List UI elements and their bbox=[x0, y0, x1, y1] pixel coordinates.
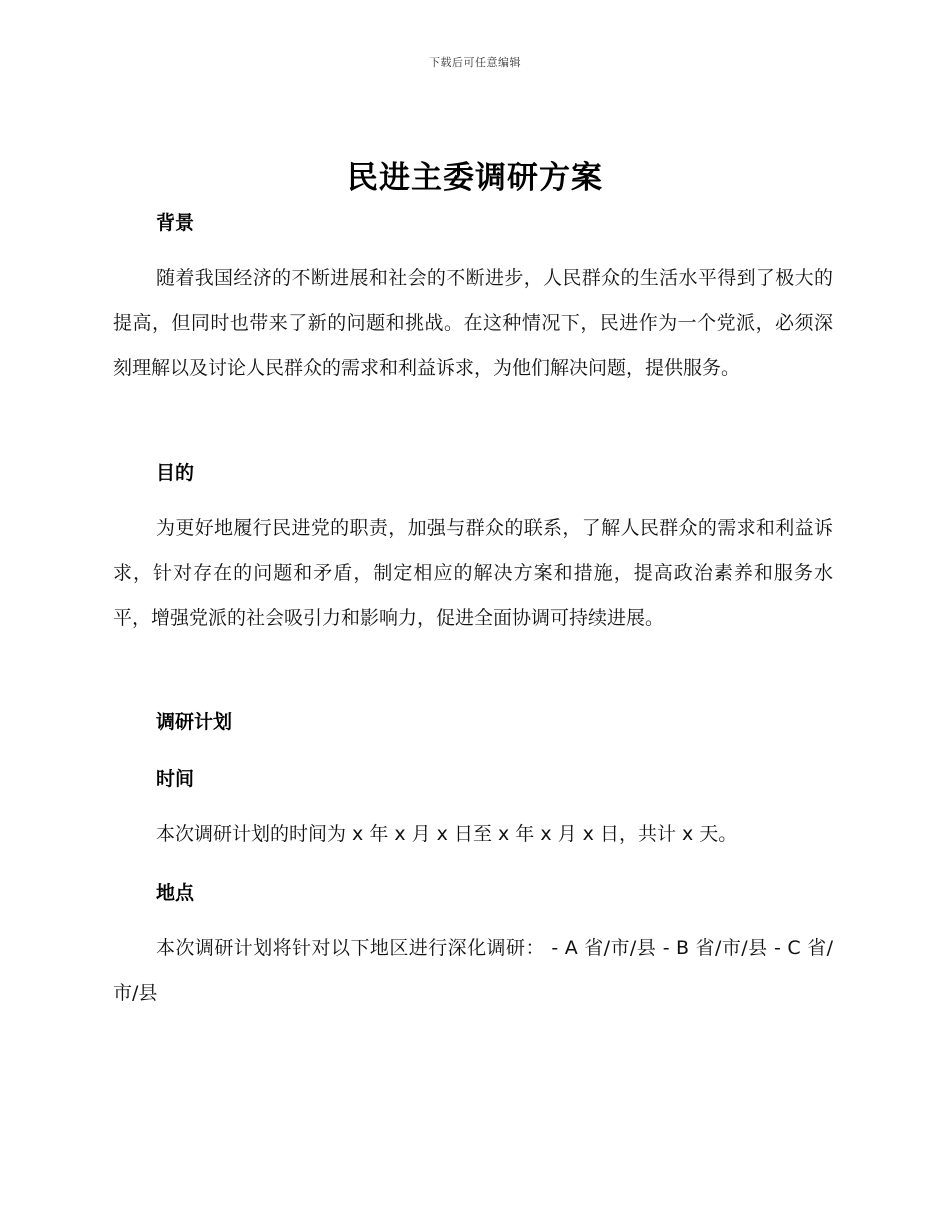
heading-purpose: 目的 bbox=[156, 462, 195, 484]
heading-plan: 调研计划 bbox=[156, 711, 233, 733]
paragraph-background: 随着我国经济的不断进展和社会的不断进步，人民群众的生活水平得到了极大的提高，但同时也带来了新的问题和挑战。在这种情况下，民进作为一个党派，必须深刻理解以及讨论人民群众的需求和利益诉求，为他们解决问题，提供服务。 bbox=[113, 267, 833, 379]
paragraph-purpose: 为更好地履行民进党的职责，加强与群众的联系，了解人民群众的需求和利益诉求，针对存在的问题和矛盾，制定相应的解决方案和措施，提高政治素养和服务水平，增强党派的社会吸引力和影响力，促进全面协调可持续进展。 bbox=[113, 517, 833, 629]
heading-background: 背景 bbox=[156, 212, 195, 234]
paragraph-time: 本次调研计划的时间为 x 年 x 月 x 日至 x 年 x 月 x 日，共计 x 天。 bbox=[156, 823, 738, 845]
heading-location: 地点 bbox=[156, 882, 195, 904]
paragraph-location: 本次调研计划将针对以下地区进行深化调研： - A 省/市/县 - B 省/市/县 - C 省/市/县 bbox=[113, 937, 833, 1004]
header-note: 下载后可任意编辑 bbox=[429, 56, 521, 69]
heading-time: 时间 bbox=[156, 768, 195, 790]
document-title: 民进主委调研方案 bbox=[347, 160, 603, 196]
